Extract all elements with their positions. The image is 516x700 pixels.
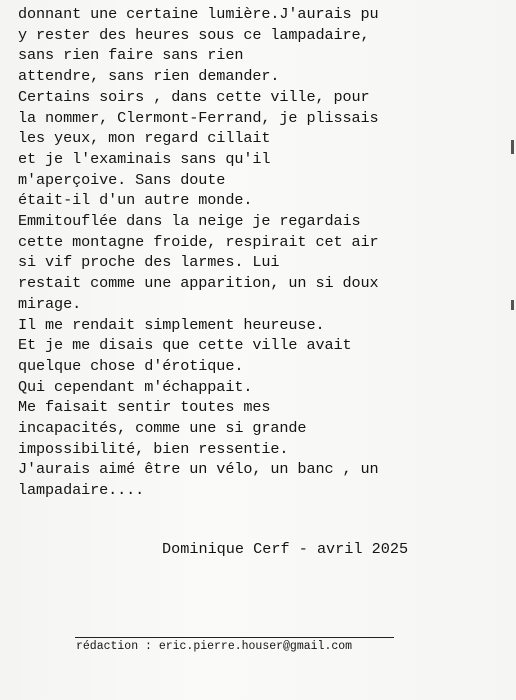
footer-divider bbox=[75, 637, 394, 638]
text-line: donnant une certaine lumière.J'aurais pu bbox=[18, 5, 379, 23]
text-line: incapacités, comme une si grande bbox=[18, 419, 307, 438]
editorial-contact: rédaction : eric.pierre.houser@gmail.com bbox=[76, 640, 353, 653]
text-line: cette montagne froide, respirait cet air bbox=[18, 232, 379, 251]
text-line: Emmitouflée dans la neige je regardais bbox=[18, 212, 361, 231]
text-line: m'aperçoive. Sans doute bbox=[18, 170, 226, 189]
text-line: lampadaire.... bbox=[18, 481, 145, 500]
text-line: Qui cependant m'échappait. bbox=[18, 377, 253, 396]
text-line: y rester des heures sous ce lampadaire, bbox=[18, 25, 370, 44]
text-line: la nommer, Clermont-Ferrand, je plissais bbox=[18, 108, 379, 127]
text-line: était-il d'un autre monde. bbox=[18, 191, 253, 210]
text-line: les yeux, mon regard cillait bbox=[18, 129, 271, 148]
text-line: restait comme une apparition, un si doux bbox=[18, 274, 379, 293]
text-line: Il me rendait simplement heureuse. bbox=[18, 315, 325, 334]
text-line: Certains soirs , dans cette ville, pour bbox=[18, 87, 370, 106]
scan-edge-mark bbox=[511, 140, 514, 154]
text-line: quelque chose d'érotique. bbox=[18, 356, 244, 375]
text-line: si vif proche des larmes. Lui bbox=[18, 253, 280, 272]
text-line: Me faisait sentir toutes mes bbox=[18, 398, 271, 417]
text-line: Et je me disais que cette ville avait bbox=[18, 336, 352, 355]
scan-edge-mark bbox=[511, 300, 514, 310]
poem-body bbox=[18, 4, 498, 501]
text-line: sans rien faire sans rien bbox=[18, 46, 244, 65]
text-line: mirage. bbox=[18, 294, 82, 313]
text-line: J'aurais aimé être un vélo, un banc , un bbox=[18, 460, 379, 479]
text-line: et je l'examinais sans qu'il bbox=[18, 149, 271, 168]
text-line: attendre, sans rien demander. bbox=[18, 67, 280, 86]
author-signature: Dominique Cerf - avril 2025 bbox=[162, 540, 409, 558]
text-line: impossibilité, bien ressentie. bbox=[18, 439, 289, 458]
